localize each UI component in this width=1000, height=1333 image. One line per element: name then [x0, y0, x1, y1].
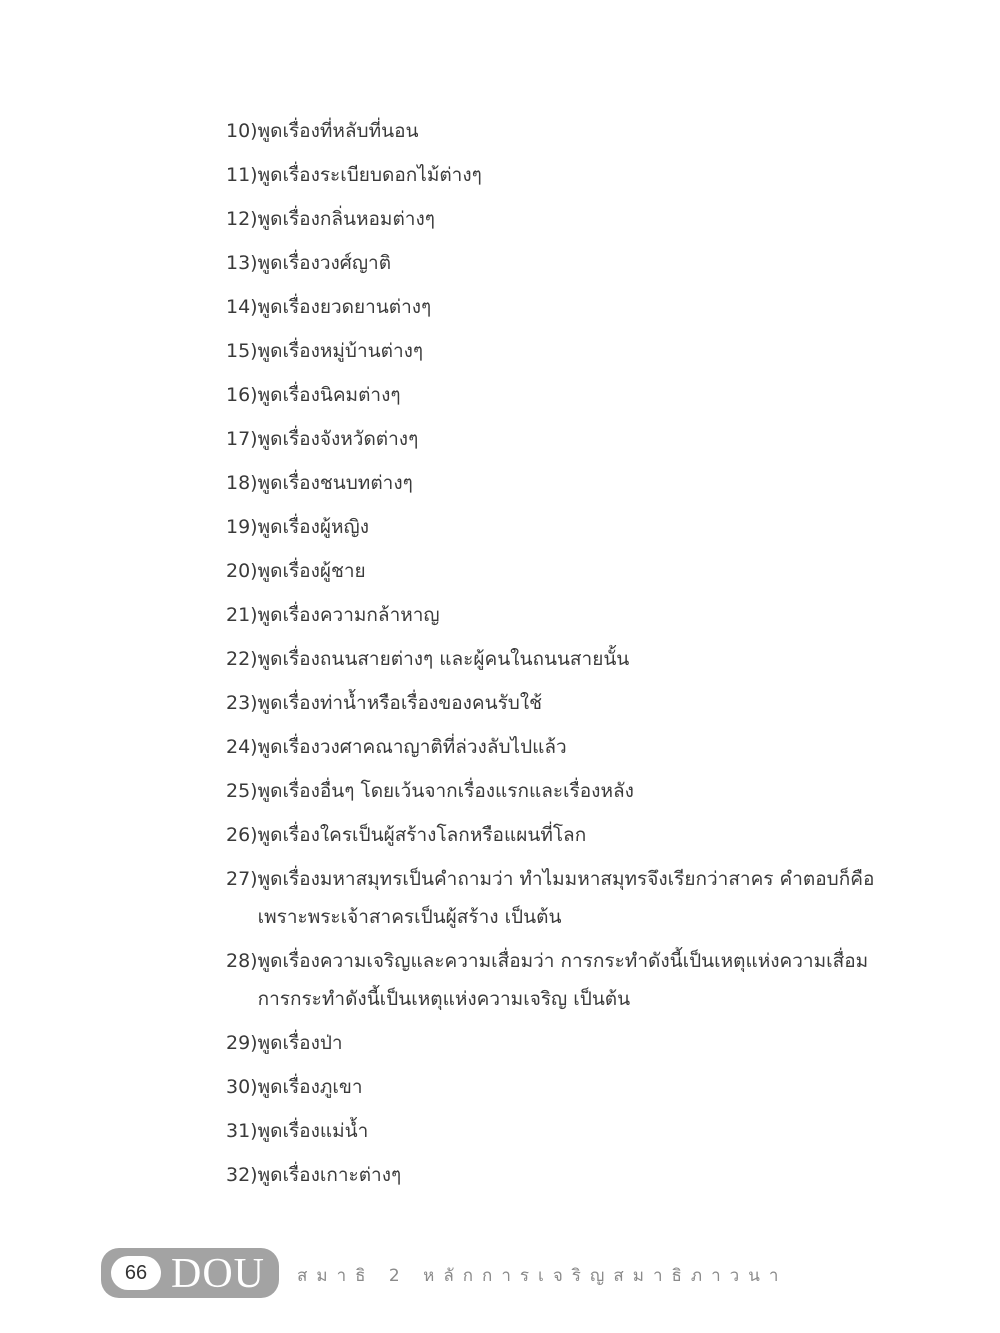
- list-item: [226, 508, 896, 546]
- list-item: [226, 464, 896, 502]
- item-text: พูดเรื่องวงศาคณาญาติที่ล่วงลับไปแล้ว: [257, 736, 567, 758]
- item-number: 11): [226, 164, 258, 186]
- list-item: [226, 420, 896, 458]
- item-number: 28): [226, 950, 258, 972]
- item-number: 19): [226, 516, 258, 538]
- item-text: พูดเรื่องผู้หญิง: [257, 516, 369, 538]
- footer-badge: [101, 1248, 279, 1298]
- list-item: [226, 684, 896, 722]
- dou-logo: DOU: [171, 1251, 265, 1297]
- list-item: [226, 728, 896, 766]
- item-text: พูดเรื่องระเบียบดอกไม้ต่างๆ: [257, 164, 482, 186]
- item-text: พูดเรื่องใครเป็นผู้สร้างโลกหรือแผนที่โลก: [257, 824, 587, 846]
- item-number: 31): [226, 1120, 258, 1142]
- item-text: พูดเรื่องถนนสายต่างๆ และผู้คนในถนนสายนั้น: [257, 648, 630, 670]
- item-text: พูดเรื่องมหาสมุทรเป็นคำถามว่า ทำไมมหาสมุทรจึงเรียกว่าสาคร คำตอบก็คือเพราะพระเจ้าสาครเป็นผู้สร้าง เป็นต้น: [257, 868, 875, 928]
- item-text: พูดเรื่องวงศ์ญาติ: [257, 252, 392, 274]
- item-text: พูดเรื่องความเจริญและความเสื่อมว่า การกระทำดังนี้เป็นเหตุแห่งความเสื่อม การกระทำดังนี้เป็นเหตุแห่งความเจริญ เป็นต้น: [257, 950, 869, 1010]
- item-text: พูดเรื่องเกาะต่างๆ: [257, 1164, 402, 1186]
- item-number: 24): [226, 736, 258, 758]
- item-text: พูดเรื่องที่หลับที่นอน: [257, 120, 419, 142]
- item-text: พูดเรื่องแม่น้ำ: [257, 1120, 369, 1142]
- list-item: [226, 156, 896, 194]
- item-text: พูดเรื่องกลิ่นหอมต่างๆ: [257, 208, 435, 230]
- item-number: 23): [226, 692, 258, 714]
- list-item: [226, 1068, 896, 1106]
- list-item: [226, 244, 896, 282]
- item-text: พูดเรื่องยวดยานต่างๆ: [257, 296, 432, 318]
- item-number: 29): [226, 1032, 258, 1054]
- list-item: [226, 640, 896, 678]
- item-number: 15): [226, 340, 258, 362]
- item-number: 32): [226, 1164, 258, 1186]
- page-number: 66: [111, 1256, 161, 1290]
- item-number: 13): [226, 252, 258, 274]
- item-number: 20): [226, 560, 258, 582]
- book-title: สมาธิ 2 หลักการเจริญสมาธิภาวนา: [297, 1266, 788, 1286]
- item-number: 18): [226, 472, 258, 494]
- item-number: 12): [226, 208, 258, 230]
- list-item: [226, 552, 896, 590]
- list-item: [226, 112, 896, 150]
- list-item: [226, 772, 896, 810]
- item-number: 27): [226, 868, 258, 890]
- item-text: พูดเรื่องชนบทต่างๆ: [257, 472, 413, 494]
- list-item: [226, 816, 896, 854]
- item-number: 21): [226, 604, 258, 626]
- item-number: 22): [226, 648, 258, 670]
- item-text: พูดเรื่องหมู่บ้านต่างๆ: [257, 340, 424, 362]
- list-item: [226, 860, 896, 936]
- item-text: พูดเรื่องจังหวัดต่างๆ: [257, 428, 419, 450]
- document-body: [226, 112, 896, 1200]
- item-number: 10): [226, 120, 258, 142]
- item-text: พูดเรื่องผู้ชาย: [257, 560, 366, 582]
- list-item: [226, 200, 896, 238]
- list-item: [226, 1156, 896, 1194]
- item-number: 16): [226, 384, 258, 406]
- item-number: 26): [226, 824, 258, 846]
- item-text: พูดเรื่องอื่นๆ โดยเว้นจากเรื่องแรกและเรื่องหลัง: [257, 780, 634, 802]
- list-item: [226, 1024, 896, 1062]
- item-text: พูดเรื่องท่าน้ำหรือเรื่องของคนรับใช้: [257, 692, 543, 714]
- list-item: [226, 596, 896, 634]
- list-item: [226, 1112, 896, 1150]
- item-number: 17): [226, 428, 258, 450]
- list-item: [226, 288, 896, 326]
- list-item: [226, 942, 896, 1018]
- item-text: พูดเรื่องภูเขา: [257, 1076, 363, 1098]
- item-number: 25): [226, 780, 258, 802]
- page-footer: [101, 1248, 981, 1300]
- item-number: 14): [226, 296, 258, 318]
- item-number: 30): [226, 1076, 258, 1098]
- item-text: พูดเรื่องป่า: [257, 1032, 343, 1054]
- list-item: [226, 376, 896, 414]
- item-text: พูดเรื่องความกล้าหาญ: [257, 604, 440, 626]
- item-text: พูดเรื่องนิคมต่างๆ: [257, 384, 401, 406]
- list-item: [226, 332, 896, 370]
